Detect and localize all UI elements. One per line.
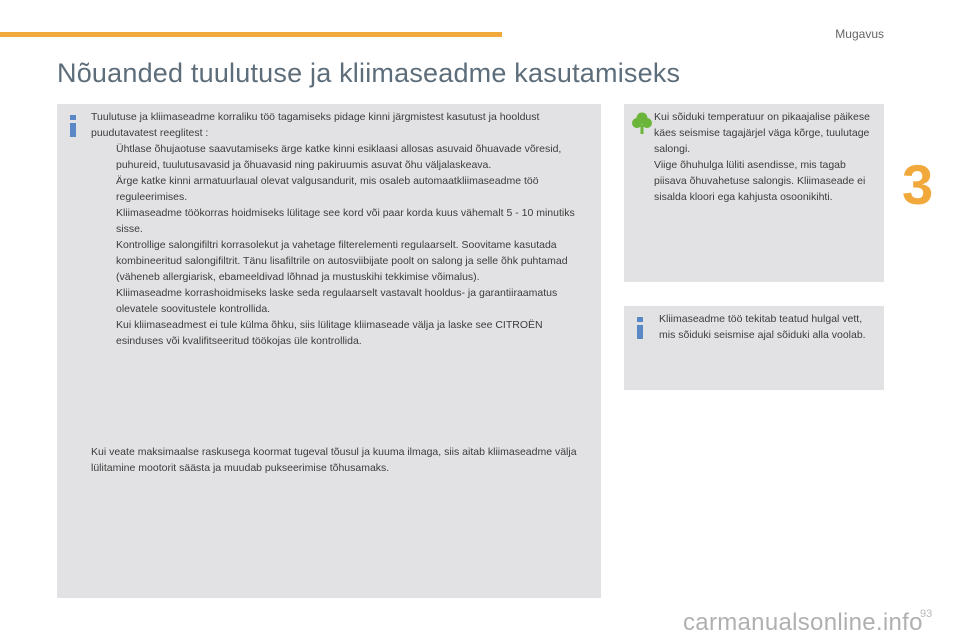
- towing-tip-text: Kui veate maksimaalse raskusega koormat tugeval tõusul ja kuuma ilmaga, siis aitab kliimaseadme välja lülitamine mootorit säästa ja muudab pukseerimise tõhusamaks.: [91, 446, 577, 474]
- ventilation-tips-text: [91, 109, 591, 349]
- section-label: Mugavus: [835, 27, 884, 41]
- list-item: [91, 285, 591, 317]
- list-item: [91, 205, 591, 237]
- list-item-text: Ühtlase õhujaotuse saavutamiseks ärge katke kinni esiklaasi allosas asuvaid õhuavade võresid, puhureid, tuulutusavasid ja õhuavasid ning pakiruumis asuvat õhu väljalaskeava.: [116, 143, 562, 171]
- page-title: Nõuanded tuulutuse ja kliimaseadme kasutamiseks: [57, 58, 681, 88]
- watermark: carmanualsonline.info: [683, 609, 923, 636]
- info-icon: [637, 317, 643, 339]
- list-item: [91, 317, 591, 349]
- chapter-number: 3: [902, 153, 934, 216]
- list-item-text: Kontrollige salongifiltri korrasolekut ja vahetage filterelementi regulaarselt. Soovitame kasutada kombineeritud salongifiltrit. Tänu lisafiltrile on autosviibijate poolt on salong ja selle õhk puhtamad (väheneb allergiarisk, ebameeldivad lõhnad ja mustuskihi tekkimise võimalus).: [116, 239, 568, 283]
- list-item-text: Kliimaseadme korrashoidmiseks laske seda regulaarselt vastavalt hooldus- ja garantiiraamatus olevatele soovitustele kontrollida.: [116, 287, 558, 315]
- info-icon: [70, 115, 76, 137]
- list-item: [91, 173, 591, 205]
- condensation-info-panel: [624, 306, 884, 390]
- list-item-text: Kui kliimaseadmest ei tule külma õhku, siis lülitage kliimaseade välja ja laske see CITROËN esinduses või kvalifitseeritud töökojas üle kontrollida.: [116, 319, 543, 347]
- list-item-text: Kliimaseadme töökorras hoidmiseks lülitage see kord või paar korda kuus vähemalt 5 - 10 minutiks sisse.: [116, 207, 575, 235]
- eco-tip-panel: [624, 104, 884, 282]
- list-item-text: Ärge katke kinni armatuurlaual olevat valgusandurit, mis osaleb automaatkliimaseadme töö reguleerimises.: [116, 175, 539, 203]
- eco-tip-text: Kui sõiduki temperatuur on pikaajalise päikese käes seismise tagajärjel väga kõrge, tuulutage salongi. Viige õhuhulga lüliti asendisse, mis tagab piisava õhuvahetuse salongis. Kliimaseade ei sisalda kloori ega kahjusta osoonikihti.: [654, 111, 870, 203]
- list-item: [91, 237, 591, 285]
- intro-text: Tuulutuse ja kliimaseadme korraliku töö tagamiseks pidage kinni järgmistest kasutust ja hooldust puudutavatest reeglitest :: [91, 111, 540, 139]
- condensation-info-text: Kliimaseadme töö tekitab teatud hulgal vett, mis sõiduki seismise ajal sõiduki alla voolab.: [659, 313, 866, 341]
- tree-icon: [632, 112, 652, 136]
- list-item: [91, 141, 591, 173]
- header-accent-bar: [0, 32, 502, 37]
- ventilation-tips-panel: [57, 104, 601, 598]
- tips-list: [91, 141, 591, 349]
- page-number: 93: [920, 608, 933, 620]
